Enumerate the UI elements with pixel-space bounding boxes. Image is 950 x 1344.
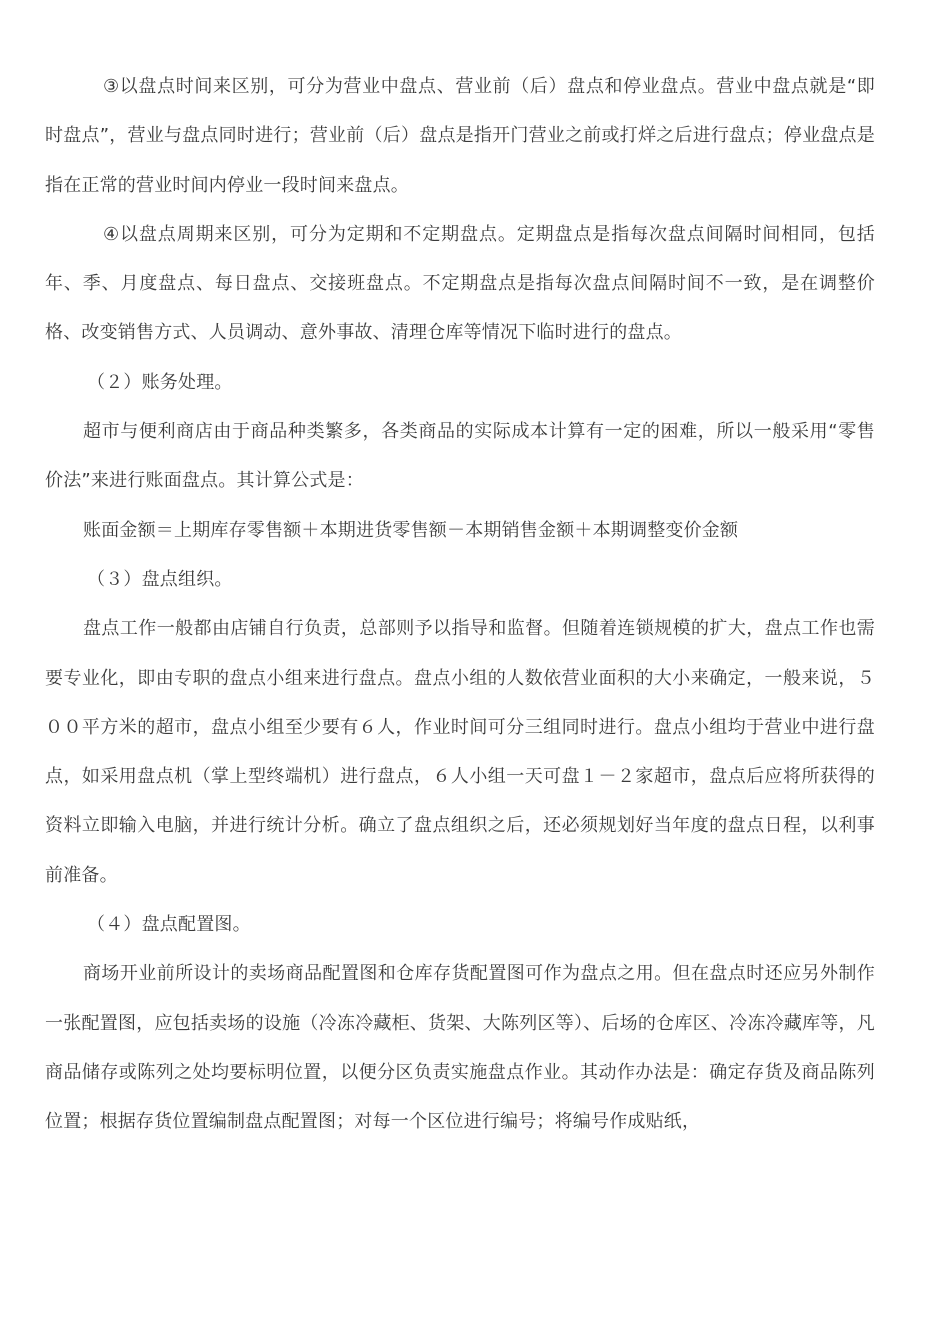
paragraph-accounting: 超市与便利商店由于商品种类繁多，各类商品的实际成本计算有一定的困难，所以一般采用“零售价法”来进行账面盘点。其计算公式是： bbox=[45, 421, 875, 492]
paragraph-organization: 盘点工作一般都由店铺自行负责，总部则予以指导和监督。但随着连锁规模的扩大，盘点工作也需要专业化，即由专职的盘点小组来进行盘点。盘点小组的人数依营业面积的大小来确定，一般来说，５００平方米的超市，盘点小组至少要有６人，作业时间可分三组同时进行。盘点小组均于营业中进行盘点，如采用盘点机（掌上型终端机）进行盘点，６人小组一天可盘１－２家超市，盘点后应将所获得的资料立即输入电脑，并进行统计分析。确立了盘点组织之后，还必须规划好当年度的盘点日程，以利事前准备。 bbox=[45, 618, 875, 886]
paragraph-timing-classification: ③以盘点时间来区别，可分为营业中盘点、营业前（后）盘点和停业盘点。营业中盘点就是“即时盘点”，营业与盘点同时进行；营业前（后）盘点是指开门营业之前或打烊之后进行盘点；停业盘点是指在正常的营业时间内停业一段时间来盘点。 bbox=[45, 76, 875, 196]
document-body bbox=[45, 62, 875, 1147]
paragraph-formula: 账面金额＝上期库存零售额＋本期进货零售额－本期销售金额＋本期调整变价金额 bbox=[83, 519, 739, 541]
section-heading-organization: （３）盘点组织。 bbox=[87, 568, 233, 590]
paragraph-cycle-classification: ④以盘点周期来区别，可分为定期和不定期盘点。定期盘点是指每次盘点间隔时间相同，包括年、季、月度盘点、每日盘点、交接班盘点。不定期盘点是指每次盘点间隔时间不一致，是在调整价格、改变销售方式、人员调动、意外事故、清理仓库等情况下临时进行的盘点。 bbox=[45, 223, 875, 344]
section-heading-accounting: （２）账务处理。 bbox=[87, 371, 233, 393]
paragraph-layout-map: 商场开业前所设计的卖场商品配置图和仓库存货配置图可作为盘点之用。但在盘点时还应另外制作一张配置图，应包括卖场的设施（冷冻冷藏柜、货架、大陈列区等）、后场的仓库区、冷冻冷藏库等，凡商品储存或陈列之处均要标明位置，以便分区负责实施盘点作业。其动作办法是：确定存货及商品陈列位置；根据存货位置编制盘点配置图；对每一个区位进行编号；将编号作成贴纸， bbox=[45, 963, 875, 1133]
section-heading-layout-map: （４）盘点配置图。 bbox=[87, 914, 251, 936]
